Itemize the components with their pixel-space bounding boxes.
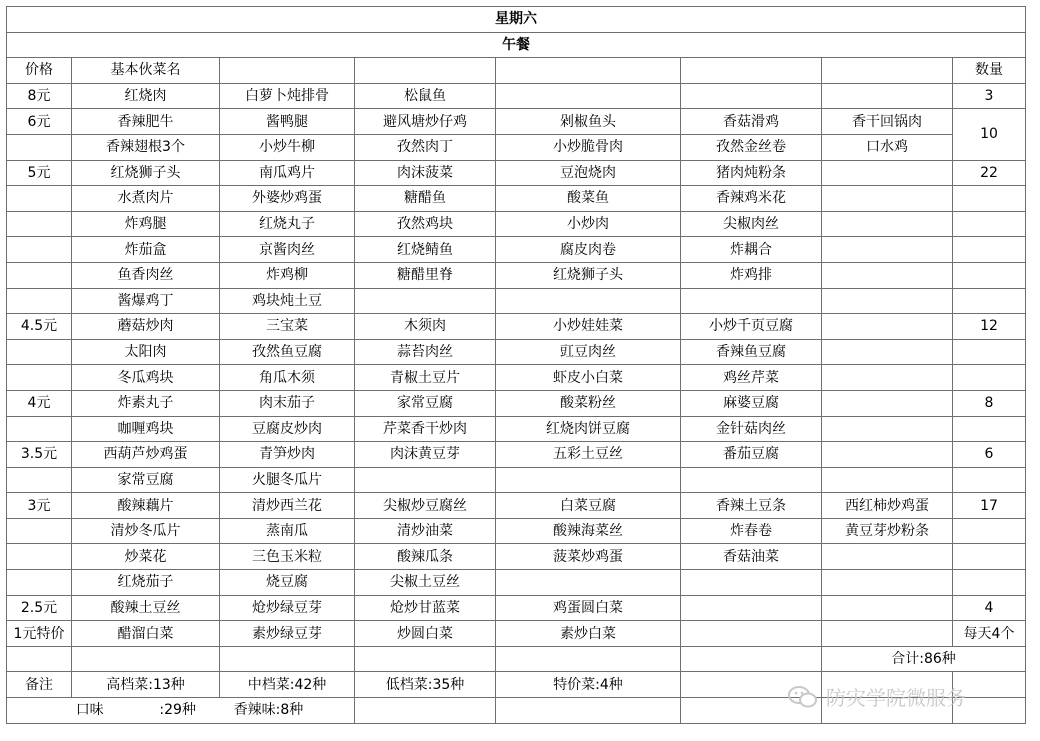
dish-cell: 蒸南瓜	[220, 518, 355, 544]
title-row	[7, 7, 1026, 33]
dish-cell	[822, 211, 953, 237]
qty-header: 数量	[953, 58, 1026, 84]
dish-cell: 豆泡烧肉	[496, 160, 681, 186]
wechat-icon	[788, 685, 818, 709]
total-cell: 合计:86种	[822, 646, 1026, 672]
meal-title: 午餐	[7, 32, 1026, 58]
dish-cell: 鸡丝芹菜	[681, 365, 822, 391]
dish-cell: 糖醋里脊	[355, 262, 496, 288]
empty-cell	[7, 646, 72, 672]
dish-row	[7, 288, 1026, 314]
dish-cell: 素炒绿豆芽	[220, 621, 355, 647]
dish-cell	[681, 83, 822, 109]
price-cell: 2.5元	[7, 595, 72, 621]
price-cell	[7, 518, 72, 544]
qty-cell	[953, 365, 1026, 391]
remarks-label: 备注	[7, 672, 72, 698]
price-cell	[7, 467, 72, 493]
qty-cell: 12	[953, 314, 1026, 340]
dish-cell: 猪肉炖粉条	[681, 160, 822, 186]
dish-cell: 肉末茄子	[220, 390, 355, 416]
dish-cell: 南瓜鸡片	[220, 160, 355, 186]
dish-cell: 小炒娃娃菜	[496, 314, 681, 340]
dish-row	[7, 339, 1026, 365]
qty-cell: 4	[953, 595, 1026, 621]
dish-cell	[822, 339, 953, 365]
price-cell: 3.5元	[7, 442, 72, 468]
dish-cell: 香辣肥牛	[72, 109, 220, 135]
dish-cell: 小炒千页豆腐	[681, 314, 822, 340]
qty-cell: 10	[953, 109, 1026, 160]
dish-cell: 红烧狮子头	[496, 262, 681, 288]
meal-row	[7, 32, 1026, 58]
dish-cell: 蘑菇炒肉	[72, 314, 220, 340]
dish-cell: 鸡蛋圆白菜	[496, 595, 681, 621]
dish-cell: 小炒肉	[496, 211, 681, 237]
price-cell	[7, 339, 72, 365]
dish-cell: 炸春卷	[681, 518, 822, 544]
dish-cell: 火腿冬瓜片	[220, 467, 355, 493]
empty-cell	[72, 646, 220, 672]
dish-cell: 腐皮肉卷	[496, 237, 681, 263]
dish-cell: 红烧肉饼豆腐	[496, 416, 681, 442]
dish-cell	[822, 442, 953, 468]
dish-cell: 小炒牛柳	[220, 134, 355, 160]
remark-item: 中档菜:42种	[220, 672, 355, 698]
price-cell: 6元	[7, 109, 72, 135]
empty-cell	[355, 58, 496, 84]
dish-row	[7, 595, 1026, 621]
price-cell	[7, 416, 72, 442]
dish-cell	[822, 160, 953, 186]
dish-cell	[822, 83, 953, 109]
dish-cell: 水煮肉片	[72, 186, 220, 212]
empty-cell	[220, 58, 355, 84]
dish-cell: 炸耦合	[681, 237, 822, 263]
dish-cell: 炸鸡排	[681, 262, 822, 288]
dish-cell: 酸菜粉丝	[496, 390, 681, 416]
dish-cell: 肉沫黄豆芽	[355, 442, 496, 468]
dish-cell: 炸茄盒	[72, 237, 220, 263]
dish-cell	[355, 467, 496, 493]
dish-cell: 白菜豆腐	[496, 493, 681, 519]
dish-cell: 红烧狮子头	[72, 160, 220, 186]
dish-cell	[822, 595, 953, 621]
qty-cell: 6	[953, 442, 1026, 468]
dish-cell	[822, 390, 953, 416]
dish-cell	[681, 595, 822, 621]
dish-row	[7, 134, 1026, 160]
dish-row	[7, 570, 1026, 596]
dish-cell: 清炒西兰花	[220, 493, 355, 519]
dish-cell	[822, 621, 953, 647]
dish-cell: 虾皮小白菜	[496, 365, 681, 391]
taste-count: :29种	[159, 702, 196, 719]
price-cell	[7, 570, 72, 596]
qty-cell	[953, 288, 1026, 314]
dish-cell: 香辣土豆条	[681, 493, 822, 519]
qty-cell: 22	[953, 160, 1026, 186]
dish-cell: 红烧茄子	[72, 570, 220, 596]
empty-cell	[822, 58, 953, 84]
dish-cell: 尖椒肉丝	[681, 211, 822, 237]
dish-row	[7, 390, 1026, 416]
dish-cell: 鱼香肉丝	[72, 262, 220, 288]
remark-item: 低档菜:35种	[355, 672, 496, 698]
dish-cell: 酸辣土豆丝	[72, 595, 220, 621]
qty-cell: 17	[953, 493, 1026, 519]
dish-row	[7, 186, 1026, 212]
day-title: 星期六	[7, 7, 1026, 33]
empty-cell	[496, 646, 681, 672]
dish-cell: 香干回锅肉	[822, 109, 953, 135]
dish-cell: 京酱肉丝	[220, 237, 355, 263]
dish-row	[7, 442, 1026, 468]
dish-row	[7, 544, 1026, 570]
dish-cell: 酸辣瓜条	[355, 544, 496, 570]
empty-cell	[355, 646, 496, 672]
price-cell: 4元	[7, 390, 72, 416]
dish-cell: 剁椒鱼头	[496, 109, 681, 135]
price-cell	[7, 544, 72, 570]
watermark-text: 防灾学院微服务	[826, 686, 966, 710]
dish-row	[7, 493, 1026, 519]
dish-cell: 醋溜白菜	[72, 621, 220, 647]
qty-cell: 3	[953, 83, 1026, 109]
dish-cell	[822, 314, 953, 340]
dish-cell: 酱鸭腿	[220, 109, 355, 135]
dish-cell: 豆腐皮炒肉	[220, 416, 355, 442]
dish-cell: 菠菜炒鸡蛋	[496, 544, 681, 570]
dish-row	[7, 160, 1026, 186]
dish-cell	[355, 288, 496, 314]
dish-cell: 尖椒土豆丝	[355, 570, 496, 596]
dishes-header: 基本伙菜名	[72, 58, 220, 84]
dish-cell: 三宝菜	[220, 314, 355, 340]
dish-cell: 孜然鱼豆腐	[220, 339, 355, 365]
dish-cell	[496, 570, 681, 596]
dish-cell: 红烧肉	[72, 83, 220, 109]
price-cell: 4.5元	[7, 314, 72, 340]
dish-cell: 口水鸡	[822, 134, 953, 160]
dish-cell: 家常豆腐	[72, 467, 220, 493]
empty-cell	[496, 698, 681, 724]
qty-cell: 8	[953, 390, 1026, 416]
dish-row	[7, 621, 1026, 647]
dish-cell: 番茄豆腐	[681, 442, 822, 468]
dish-cell: 尖椒炒豆腐丝	[355, 493, 496, 519]
dish-cell: 青笋炒肉	[220, 442, 355, 468]
dish-cell: 黄豆芽炒粉条	[822, 518, 953, 544]
dish-cell: 外婆炒鸡蛋	[220, 186, 355, 212]
dish-cell: 孜然肉丁	[355, 134, 496, 160]
price-cell	[7, 211, 72, 237]
dish-cell	[681, 570, 822, 596]
dish-cell	[822, 570, 953, 596]
price-cell: 1元特价	[7, 621, 72, 647]
qty-cell	[953, 544, 1026, 570]
dish-cell	[822, 288, 953, 314]
dish-cell: 冬瓜鸡块	[72, 365, 220, 391]
menu-table	[6, 6, 1026, 724]
dish-cell: 酱爆鸡丁	[72, 288, 220, 314]
dish-cell: 家常豆腐	[355, 390, 496, 416]
total-row	[7, 646, 1026, 672]
price-cell	[7, 134, 72, 160]
dish-row	[7, 365, 1026, 391]
qty-cell	[953, 467, 1026, 493]
price-cell: 8元	[7, 83, 72, 109]
dish-cell: 炒菜花	[72, 544, 220, 570]
dish-cell	[496, 288, 681, 314]
dish-cell: 孜然金丝卷	[681, 134, 822, 160]
dish-cell	[496, 467, 681, 493]
dish-row	[7, 262, 1026, 288]
qty-cell	[953, 186, 1026, 212]
price-cell	[7, 237, 72, 263]
qty-cell	[953, 570, 1026, 596]
empty-cell	[496, 58, 681, 84]
dish-row	[7, 237, 1026, 263]
dish-cell: 清炒油菜	[355, 518, 496, 544]
qty-cell	[953, 339, 1026, 365]
price-cell	[7, 186, 72, 212]
dish-cell	[822, 416, 953, 442]
dish-row	[7, 314, 1026, 340]
dish-cell	[822, 544, 953, 570]
dish-cell	[681, 288, 822, 314]
taste-label: 口味	[75, 702, 104, 719]
dish-cell: 香辣鸡米花	[681, 186, 822, 212]
qty-cell	[953, 211, 1026, 237]
qty-cell	[953, 518, 1026, 544]
dish-cell: 三色玉米粒	[220, 544, 355, 570]
dish-cell: 孜然鸡块	[355, 211, 496, 237]
empty-cell	[355, 698, 496, 724]
dish-cell: 角瓜木须	[220, 365, 355, 391]
empty-cell	[681, 58, 822, 84]
dish-cell: 烧豆腐	[220, 570, 355, 596]
dish-cell: 炒圆白菜	[355, 621, 496, 647]
price-cell	[7, 288, 72, 314]
dish-cell	[822, 467, 953, 493]
remark-item: 高档菜:13种	[72, 672, 220, 698]
price-cell: 5元	[7, 160, 72, 186]
empty-cell	[220, 646, 355, 672]
price-cell	[7, 365, 72, 391]
dish-cell	[496, 83, 681, 109]
dish-cell: 红烧丸子	[220, 211, 355, 237]
qty-cell	[953, 237, 1026, 263]
dish-cell: 金针菇肉丝	[681, 416, 822, 442]
dish-cell: 麻婆豆腐	[681, 390, 822, 416]
dish-cell: 酸辣海菜丝	[496, 518, 681, 544]
price-cell	[7, 262, 72, 288]
dish-cell: 蒜苔肉丝	[355, 339, 496, 365]
dish-cell: 西红柿炒鸡蛋	[822, 493, 953, 519]
dish-cell: 酸辣藕片	[72, 493, 220, 519]
dish-cell: 香菇油菜	[681, 544, 822, 570]
dish-cell	[822, 262, 953, 288]
taste-cell	[7, 698, 355, 724]
dish-cell: 香菇滑鸡	[681, 109, 822, 135]
dish-cell: 炝炒绿豆芽	[220, 595, 355, 621]
dish-cell: 酸菜鱼	[496, 186, 681, 212]
dish-cell: 香辣鱼豆腐	[681, 339, 822, 365]
dish-cell: 芹菜香干炒肉	[355, 416, 496, 442]
dish-cell	[681, 621, 822, 647]
spicy-count: 香辣味:8种	[233, 702, 304, 719]
dish-row	[7, 211, 1026, 237]
dish-cell: 炸鸡腿	[72, 211, 220, 237]
dish-cell: 炸素丸子	[72, 390, 220, 416]
dish-cell: 肉沫菠菜	[355, 160, 496, 186]
dish-cell: 咖喱鸡块	[72, 416, 220, 442]
qty-cell: 每天4个	[953, 621, 1026, 647]
dish-cell: 素炒白菜	[496, 621, 681, 647]
dish-row	[7, 416, 1026, 442]
dish-cell: 糖醋鱼	[355, 186, 496, 212]
price-cell: 3元	[7, 493, 72, 519]
header-row	[7, 58, 1026, 84]
dish-cell: 青椒土豆片	[355, 365, 496, 391]
dish-cell: 避风塘炒仔鸡	[355, 109, 496, 135]
price-header: 价格	[7, 58, 72, 84]
dish-row	[7, 467, 1026, 493]
dish-cell	[822, 365, 953, 391]
dish-row	[7, 109, 1026, 135]
dish-cell: 炸鸡柳	[220, 262, 355, 288]
dish-cell: 五彩土豆丝	[496, 442, 681, 468]
dish-row	[7, 83, 1026, 109]
dish-cell	[822, 186, 953, 212]
dish-cell: 炝炒甘蓝菜	[355, 595, 496, 621]
dish-cell: 鸡块炖土豆	[220, 288, 355, 314]
dish-cell: 小炒脆骨肉	[496, 134, 681, 160]
dish-cell	[681, 467, 822, 493]
dish-cell: 木须肉	[355, 314, 496, 340]
dish-cell: 松鼠鱼	[355, 83, 496, 109]
dish-cell: 清炒冬瓜片	[72, 518, 220, 544]
dish-cell: 豇豆肉丝	[496, 339, 681, 365]
empty-cell	[681, 646, 822, 672]
dish-cell: 香辣翅根3个	[72, 134, 220, 160]
qty-cell	[953, 416, 1026, 442]
dish-cell: 白萝卜炖排骨	[220, 83, 355, 109]
qty-cell	[953, 262, 1026, 288]
dish-row	[7, 518, 1026, 544]
watermark	[788, 682, 966, 711]
dish-cell: 西葫芦炒鸡蛋	[72, 442, 220, 468]
dish-cell	[822, 237, 953, 263]
dish-cell: 红烧鲭鱼	[355, 237, 496, 263]
remark-item: 特价菜:4种	[496, 672, 681, 698]
dish-cell: 太阳肉	[72, 339, 220, 365]
